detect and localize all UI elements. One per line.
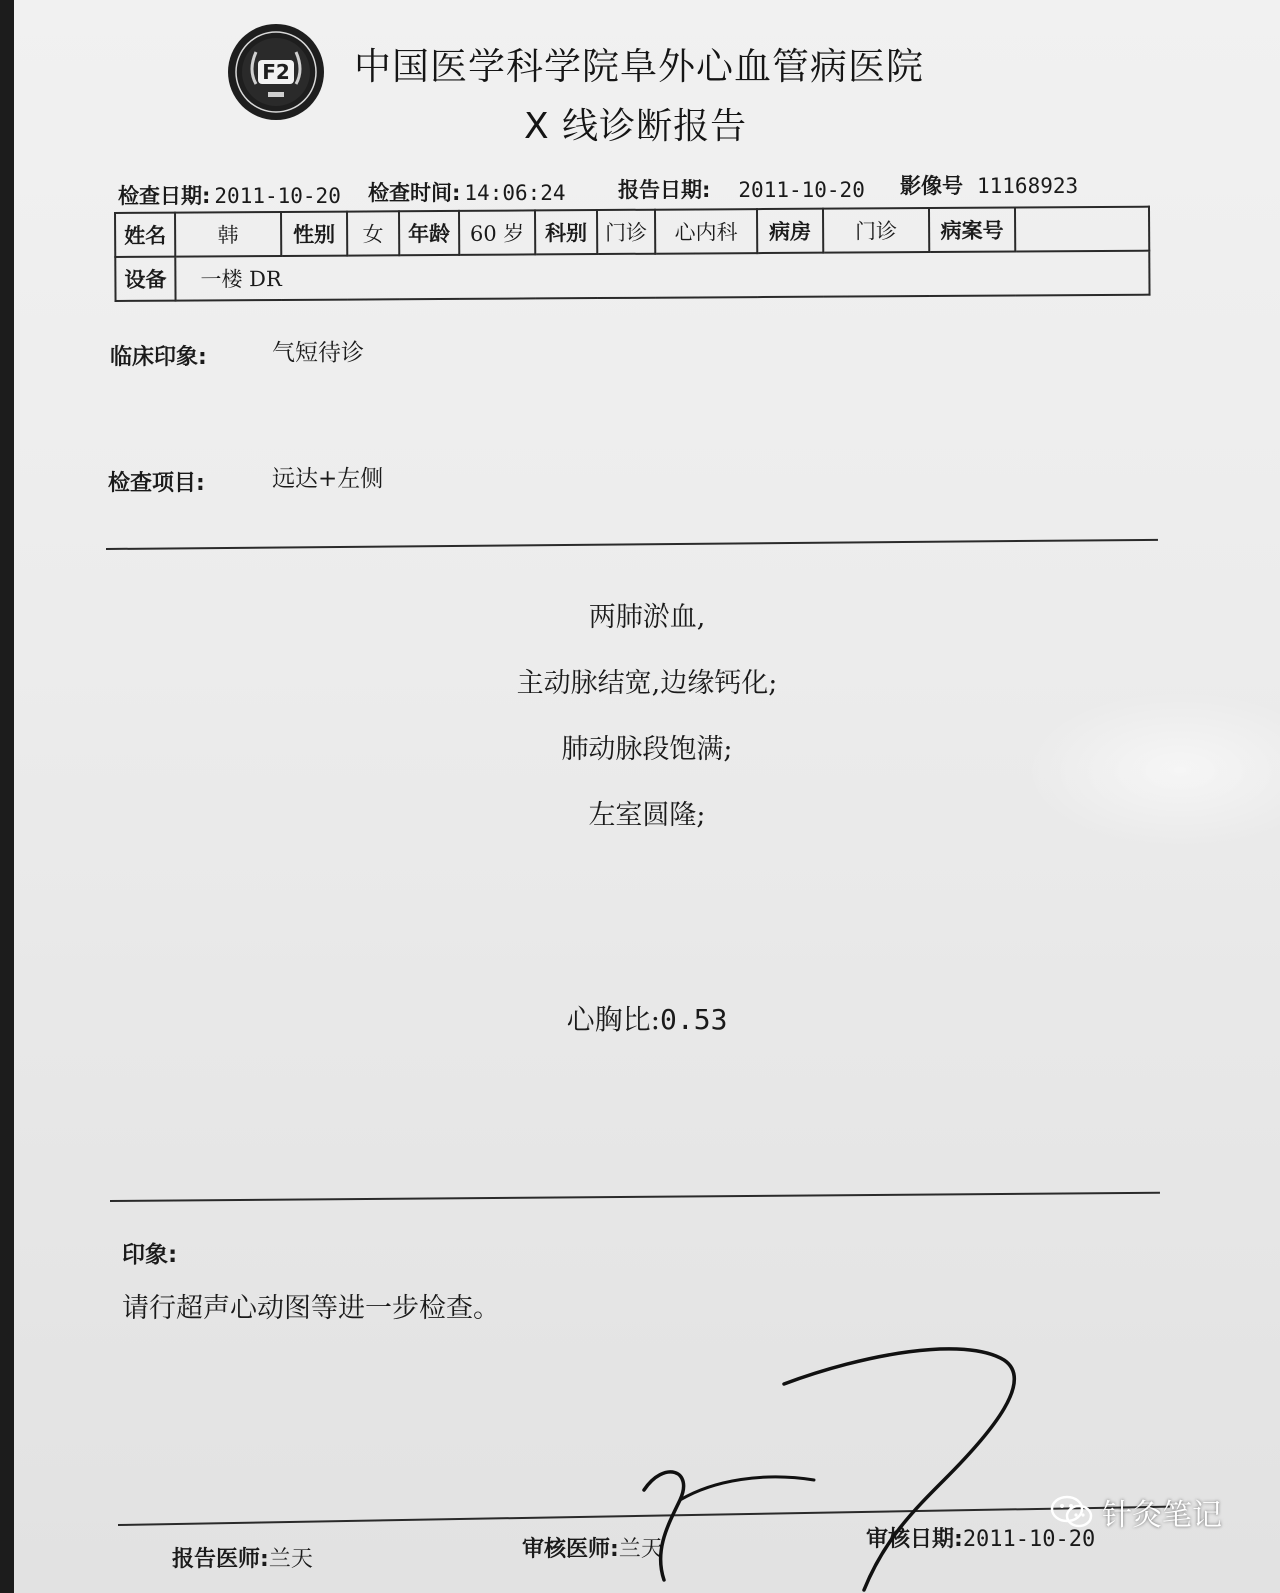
finding-line: 肺动脉段饱满; [561,734,733,765]
clinical-impression-label: 临床印象: [110,345,207,370]
sex-value: 女 [347,211,399,255]
watermark [1050,1490,1222,1534]
ratio-label: 心胸比: [566,1003,660,1036]
findings-block [14,598,1280,862]
cardiothoracic-ratio [14,998,1280,1038]
visit-type-value: 门诊 [597,210,655,254]
ward-label: 病房 [757,209,823,253]
divider-middle [110,1192,1160,1202]
dept-label: 科别 [535,210,597,254]
report-date-value: 2011-10-20 [738,178,865,202]
logo-text: F2 [262,60,290,84]
age-label: 年龄 [399,211,459,255]
divider-top [106,539,1158,550]
exam-item-value: 远达+左侧 [272,466,384,492]
conclusion-text: 请行超声心动图等进一步检查。 [122,1293,500,1324]
device-value: 一楼 DR [175,251,1149,301]
clinical-impression-value: 气短待诊 [272,340,364,366]
hospital-name: 中国医学科学院阜外心血管病医院 [354,45,924,88]
image-number-label: 影像号 [900,174,963,198]
image-number [900,170,1078,200]
report-date-label: 报告日期: [618,178,711,202]
sex-label: 性别 [281,212,347,256]
device-row [115,251,1149,301]
exam-date [118,180,341,210]
review-date-label: 审核日期: [866,1527,963,1552]
case-number-label: 病案号 [929,207,1015,252]
device-label: 设备 [115,257,175,301]
report-paper [14,0,1280,1593]
report-title: X 线诊断报告 [524,106,748,147]
hospital-logo [226,22,326,122]
finding-line: 主动脉结宽,边缘钙化; [516,668,778,699]
reporter-label: 报告医师: [172,1547,269,1572]
conclusion-label: 印象: [122,1242,178,1268]
name-value: 韩 [175,212,281,257]
exam-time-value: 14:06:24 [464,181,566,205]
reviewer-value: 兰天 [618,1537,663,1562]
ward-value: 门诊 [823,208,929,253]
exam-item-label: 检查项目: [108,471,205,496]
reviewer-label: 审核医师: [522,1537,619,1562]
wechat-icon [1050,1494,1094,1530]
report-date [618,174,865,204]
finding-line: 两肺淤血, [588,602,706,633]
review-date-value: 2011-10-20 [962,1527,1096,1552]
finding-line: 左室圆隆; [588,800,706,831]
image-number-value: 11168923 [977,174,1079,198]
reporter [172,1542,313,1573]
handwritten-signature [624,1340,1044,1593]
name-label: 姓名 [115,213,175,257]
age-value: 60 岁 [459,210,535,254]
patient-row [115,207,1149,257]
case-number-value [1015,207,1149,252]
reporter-value: 兰天 [268,1547,313,1572]
watermark-text: 针灸笔记 [1102,1498,1222,1533]
patient-info-table [114,206,1151,302]
ratio-value: 0.53 [660,1003,728,1036]
exam-time-label: 检查时间: [368,181,461,205]
exam-date-label: 检查日期: [118,184,211,208]
exam-time [368,177,566,207]
exam-date-value: 2011-10-20 [214,184,341,208]
dept-value: 心内科 [655,209,757,254]
